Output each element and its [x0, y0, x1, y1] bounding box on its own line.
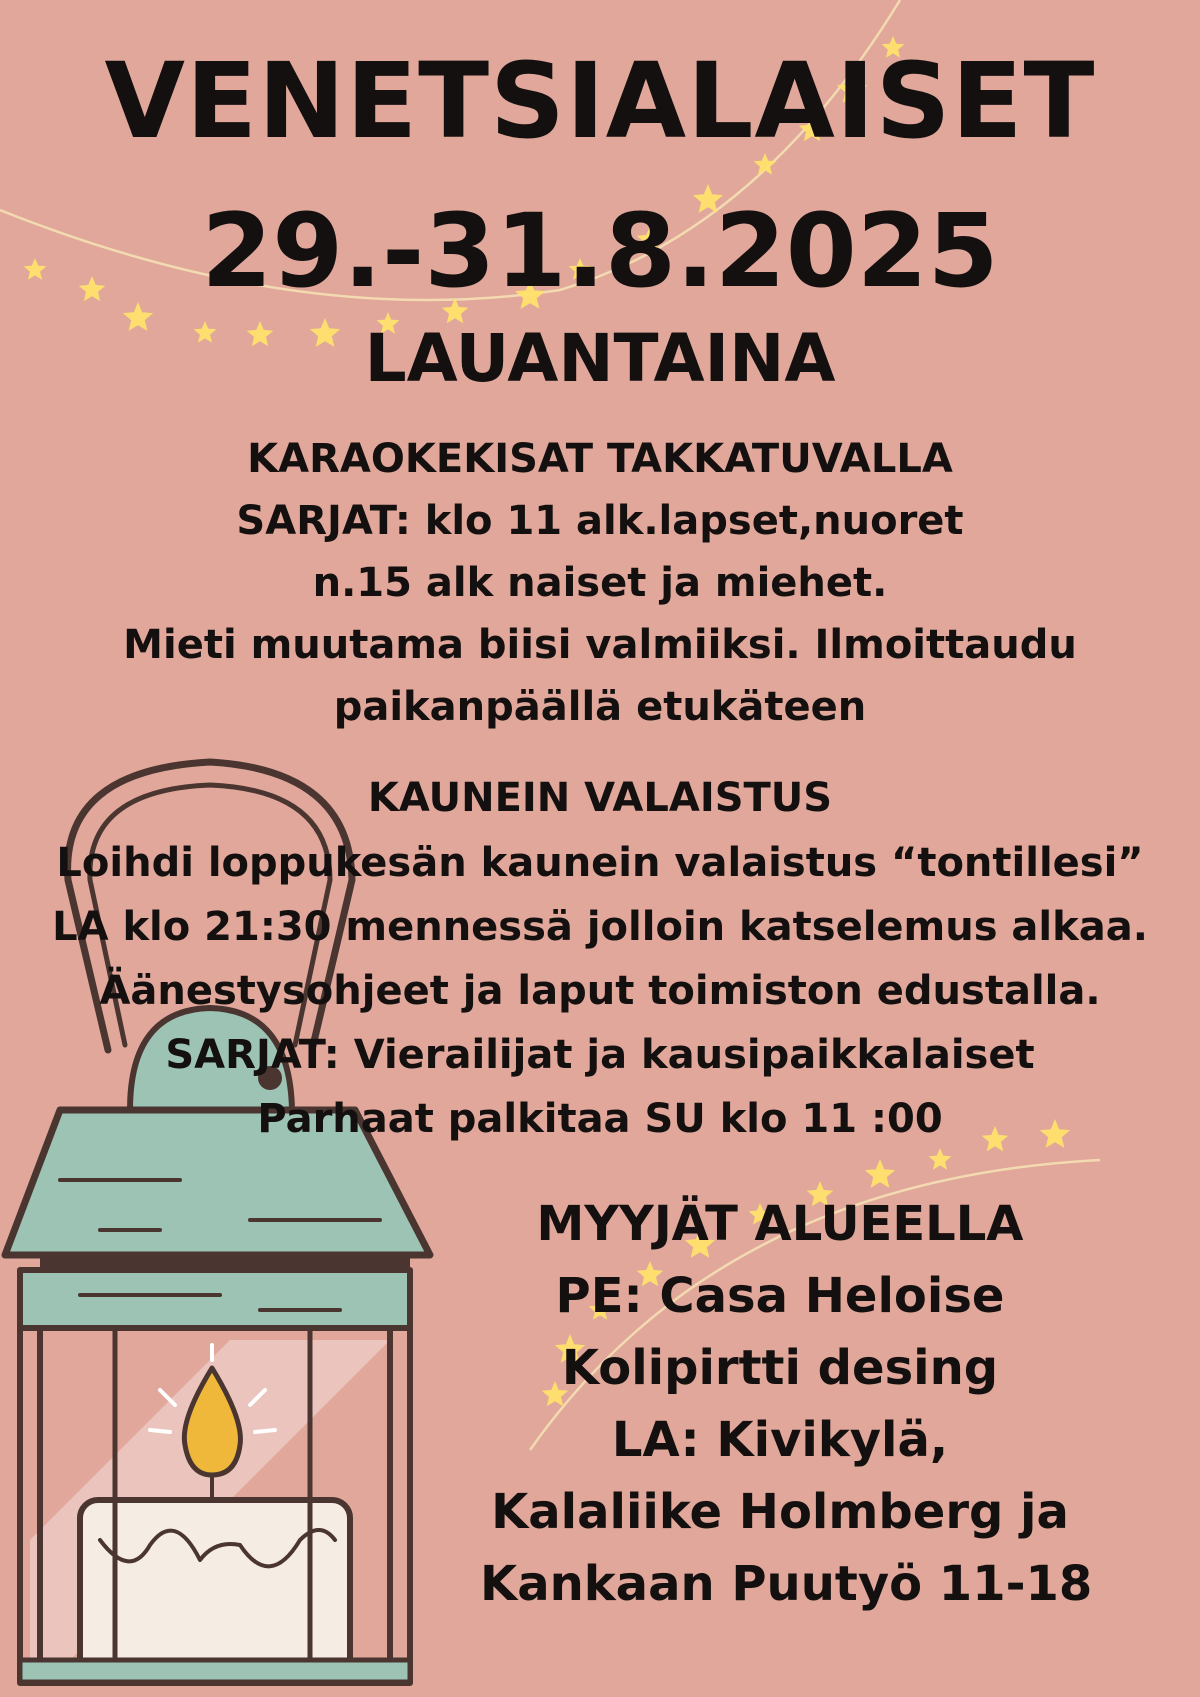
lighting-line: Äänestysohjeet ja laput toimiston edustalla. — [99, 968, 1101, 1014]
star-icon — [929, 1148, 952, 1170]
vendor-line: Kolipirtti desing — [561, 1340, 999, 1396]
star-icon — [865, 1159, 895, 1188]
vendors-heading: MYYJÄT ALUEELLA — [536, 1196, 1024, 1252]
event-title: VENETSIALAISET — [104, 40, 1096, 162]
vendor-line: PE: Casa Heloise — [555, 1268, 1005, 1324]
vendor-line: LA: Kivikylä, — [611, 1412, 949, 1468]
lighting-line: LA klo 21:30 mennessä jolloin katselemus alkaa. — [52, 904, 1148, 950]
lighting-heading: KAUNEIN VALAISTUS — [367, 775, 833, 821]
day-heading: LAUANTAINA — [364, 320, 836, 397]
karaoke-line: paikanpäällä etukäteen — [333, 684, 867, 730]
karaoke-line: SARJAT: klo 11 alk.lapset,nuoret — [236, 498, 964, 544]
lighting-line: Parhaat palkitaa SU klo 11 :00 — [257, 1096, 943, 1142]
vendor-line: Kalaliike Holmberg ja — [491, 1484, 1069, 1540]
lantern-illustration — [5, 762, 430, 1683]
karaoke-heading: KARAOKEKISAT TAKKATUVALLA — [247, 436, 953, 482]
lighting-line: SARJAT: Vierailijat ja kausipaikkalaiset — [165, 1032, 1035, 1078]
lighting-line: Loihdi loppukesän kaunein valaistus “tontillesi” — [56, 840, 1144, 886]
karaoke-line: Mieti muutama biisi valmiiksi. Ilmoittaudu — [123, 622, 1077, 668]
vendor-line: Kankaan Puutyö 11-18 — [480, 1556, 1093, 1612]
karaoke-line: n.15 alk naiset ja miehet. — [312, 560, 888, 606]
event-dates: 29.-31.8.2025 — [201, 192, 999, 311]
